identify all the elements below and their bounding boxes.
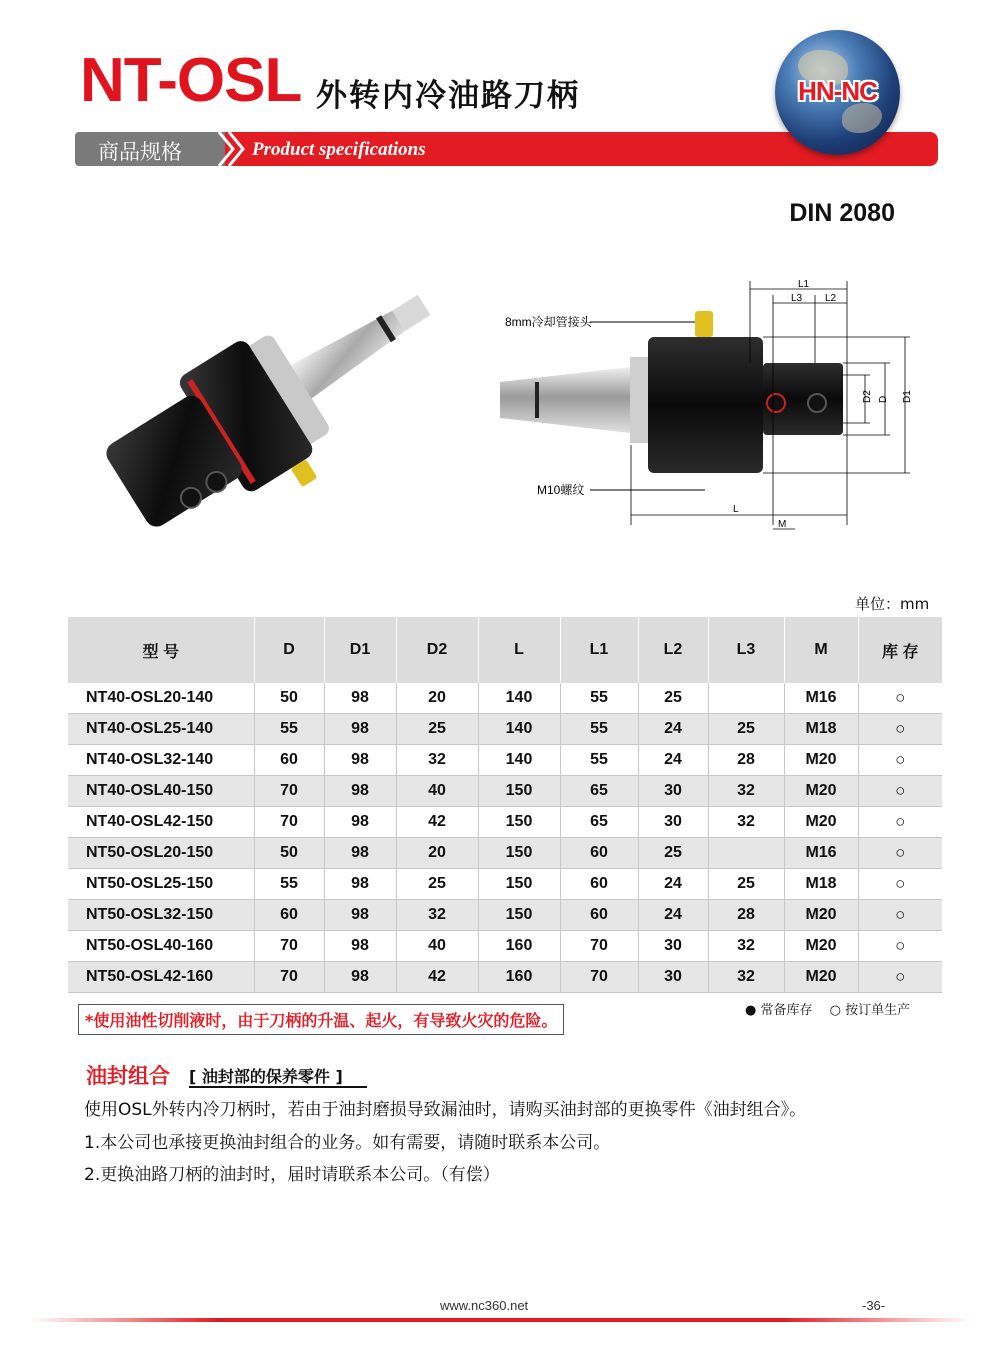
table-row	[68, 807, 942, 838]
spec-cell: 98	[324, 683, 396, 714]
spec-cell: 70	[254, 807, 324, 838]
column-header: L	[478, 617, 560, 683]
spec-cell: 70	[560, 962, 638, 993]
table-row	[68, 931, 942, 962]
spec-cell: 150	[478, 776, 560, 807]
spec-cell: 55	[560, 745, 638, 776]
dim-l1-label: L1	[798, 279, 810, 290]
stock-legend: ● 常备库存 ○ 按订单生产	[745, 1003, 911, 1018]
thread-label: M10螺纹	[537, 483, 585, 497]
brand-logo-text: HN-NC	[798, 76, 877, 106]
spec-cell: 32	[396, 745, 478, 776]
spec-cell: M20	[784, 776, 858, 807]
spec-cell: 140	[478, 683, 560, 714]
product-code-title: NT-OSL	[80, 46, 302, 115]
spec-cell: 150	[478, 807, 560, 838]
coolant-fitting-label: 8mm冷却管接头	[505, 315, 592, 329]
product-photo	[90, 255, 470, 535]
spec-cell: 70	[560, 931, 638, 962]
spec-cell: 32	[708, 931, 784, 962]
spec-cell: 24	[638, 900, 708, 931]
spec-cell: M16	[784, 838, 858, 869]
oil-seal-note-1: 1.本公司也承接更换油封组合的业务。如有需要，请随时联系本公司。	[84, 1133, 611, 1153]
spec-cell: 25	[638, 683, 708, 714]
spec-cell: 140	[478, 714, 560, 745]
model-cell: NT50-OSL20-150	[68, 838, 254, 869]
model-cell: NT50-OSL40-160	[68, 931, 254, 962]
table-row	[68, 776, 942, 807]
spec-cell: 32	[708, 962, 784, 993]
product-name-title: 外转内冷油路刀柄	[316, 78, 580, 114]
spec-cell: 28	[708, 900, 784, 931]
dim-d-label: D	[878, 395, 889, 403]
spec-cell: M20	[784, 900, 858, 931]
spec-cell: M18	[784, 869, 858, 900]
column-header: L1	[560, 617, 638, 683]
spec-cell: 25	[638, 838, 708, 869]
stock-cell: ○	[858, 683, 942, 714]
spec-cell: 42	[396, 962, 478, 993]
table-row	[68, 962, 942, 993]
spec-cell: 55	[254, 714, 324, 745]
dim-d2-label: D2	[862, 390, 873, 403]
technical-drawing	[495, 275, 915, 535]
spec-cell: 24	[638, 869, 708, 900]
table-row	[68, 869, 942, 900]
spec-cell: 98	[324, 869, 396, 900]
model-cell: NT40-OSL42-150	[68, 807, 254, 838]
spec-cell: 60	[254, 900, 324, 931]
column-header: L3	[708, 617, 784, 683]
oil-seal-title: 油封组合	[86, 1064, 170, 1088]
spec-cell: 98	[324, 838, 396, 869]
page-number: -36-	[862, 1298, 886, 1313]
spec-cell: 30	[638, 962, 708, 993]
spec-cell: 150	[478, 869, 560, 900]
spec-cell	[708, 683, 784, 714]
double-chevron-icon	[215, 128, 251, 170]
table-row	[68, 683, 942, 714]
spec-cell: 70	[254, 931, 324, 962]
spec-cell: 65	[560, 776, 638, 807]
standard-label: DIN 2080	[789, 199, 895, 227]
spec-cell: 32	[708, 807, 784, 838]
spec-cell: 40	[396, 931, 478, 962]
spec-cell: 160	[478, 931, 560, 962]
spec-cell: 20	[396, 838, 478, 869]
spec-cell: 150	[478, 900, 560, 931]
spec-cell: 60	[560, 869, 638, 900]
model-cell: NT50-OSL42-160	[68, 962, 254, 993]
stock-cell: ○	[858, 838, 942, 869]
spec-cell: 55	[560, 683, 638, 714]
column-header: M	[784, 617, 858, 683]
spec-cell: 32	[708, 776, 784, 807]
stock-cell: ○	[858, 931, 942, 962]
fire-hazard-warning: *使用油性切削液时，由于刀柄的升温、起火，有导致火灾的危险。	[78, 1004, 564, 1035]
section-label-en: Product specifications	[252, 139, 426, 160]
dim-l-label: L	[733, 504, 739, 515]
table-header-row	[68, 617, 942, 683]
spec-cell: 25	[396, 714, 478, 745]
table-row	[68, 745, 942, 776]
spec-cell: 55	[560, 714, 638, 745]
column-header: D1	[324, 617, 396, 683]
spec-cell: 25	[708, 869, 784, 900]
model-cell: NT40-OSL40-150	[68, 776, 254, 807]
column-header: L2	[638, 617, 708, 683]
spec-cell: 60	[560, 838, 638, 869]
model-cell: NT40-OSL32-140	[68, 745, 254, 776]
spec-cell: 98	[324, 745, 396, 776]
footer-url: www.nc360.net	[440, 1298, 529, 1313]
stock-cell: ○	[858, 900, 942, 931]
spec-cell: 28	[708, 745, 784, 776]
spec-cell: 70	[254, 962, 324, 993]
spec-cell: 50	[254, 683, 324, 714]
dim-d1-label: D1	[902, 390, 913, 403]
column-header: 型 号	[68, 617, 254, 683]
spec-cell: M20	[784, 931, 858, 962]
model-cell: NT50-OSL25-150	[68, 869, 254, 900]
oil-seal-note-2: 2.更换油路刀柄的油封时，届时请联系本公司。（有偿）	[84, 1165, 500, 1185]
spec-cell: 30	[638, 807, 708, 838]
spec-cell: 20	[396, 683, 478, 714]
spec-cell: 140	[478, 745, 560, 776]
spec-cell: 42	[396, 807, 478, 838]
table-row	[68, 900, 942, 931]
spec-cell: 98	[324, 900, 396, 931]
table-row	[68, 714, 942, 745]
dim-l3-label: L3	[791, 293, 803, 304]
model-cell: NT40-OSL25-140	[68, 714, 254, 745]
spec-cell: 25	[708, 714, 784, 745]
model-cell: NT40-OSL20-140	[68, 683, 254, 714]
stock-cell: ○	[858, 776, 942, 807]
section-label-cn: 商品规格	[98, 140, 182, 164]
spec-cell: 30	[638, 931, 708, 962]
spec-cell: 24	[638, 745, 708, 776]
footer-divider	[30, 1318, 970, 1322]
spec-cell: 55	[254, 869, 324, 900]
spec-cell: 98	[324, 962, 396, 993]
spec-cell: 98	[324, 807, 396, 838]
spec-cell: 40	[396, 776, 478, 807]
spec-cell: 60	[254, 745, 324, 776]
spec-cell: 50	[254, 838, 324, 869]
spec-cell: 65	[560, 807, 638, 838]
dim-l2-label: L2	[825, 293, 837, 304]
spec-cell: 70	[254, 776, 324, 807]
spec-cell: M20	[784, 962, 858, 993]
spec-cell: 150	[478, 838, 560, 869]
stock-cell: ○	[858, 869, 942, 900]
unit-label: 单位：mm	[855, 595, 930, 613]
spec-cell: 98	[324, 931, 396, 962]
column-header: D	[254, 617, 324, 683]
spec-cell: 32	[396, 900, 478, 931]
stock-cell: ○	[858, 745, 942, 776]
dim-m-label: M	[778, 519, 787, 530]
column-header: D2	[396, 617, 478, 683]
spec-cell	[708, 838, 784, 869]
spec-cell: 24	[638, 714, 708, 745]
spec-cell: 25	[396, 869, 478, 900]
stock-cell: ○	[858, 962, 942, 993]
spec-cell: M18	[784, 714, 858, 745]
model-cell: NT50-OSL32-150	[68, 900, 254, 931]
spec-cell: 98	[324, 714, 396, 745]
stock-cell: ○	[858, 714, 942, 745]
spec-cell: 30	[638, 776, 708, 807]
spec-cell: M16	[784, 683, 858, 714]
spec-cell: 160	[478, 962, 560, 993]
stock-cell: ○	[858, 807, 942, 838]
oil-seal-subtitle: [ 油封部的保养零件 ]	[189, 1067, 343, 1086]
spec-cell: 98	[324, 776, 396, 807]
spec-cell: M20	[784, 745, 858, 776]
column-header: 库 存	[858, 617, 942, 683]
spec-cell: 60	[560, 900, 638, 931]
table-row	[68, 838, 942, 869]
spec-cell: M20	[784, 807, 858, 838]
subtitle-underline	[189, 1086, 367, 1088]
oil-seal-paragraph: 使用OSL外转内冷刀柄时，若由于油封磨损导致漏油时，请购买油封部的更换零件《油封组合》。	[84, 1100, 807, 1120]
spec-table	[68, 617, 942, 993]
